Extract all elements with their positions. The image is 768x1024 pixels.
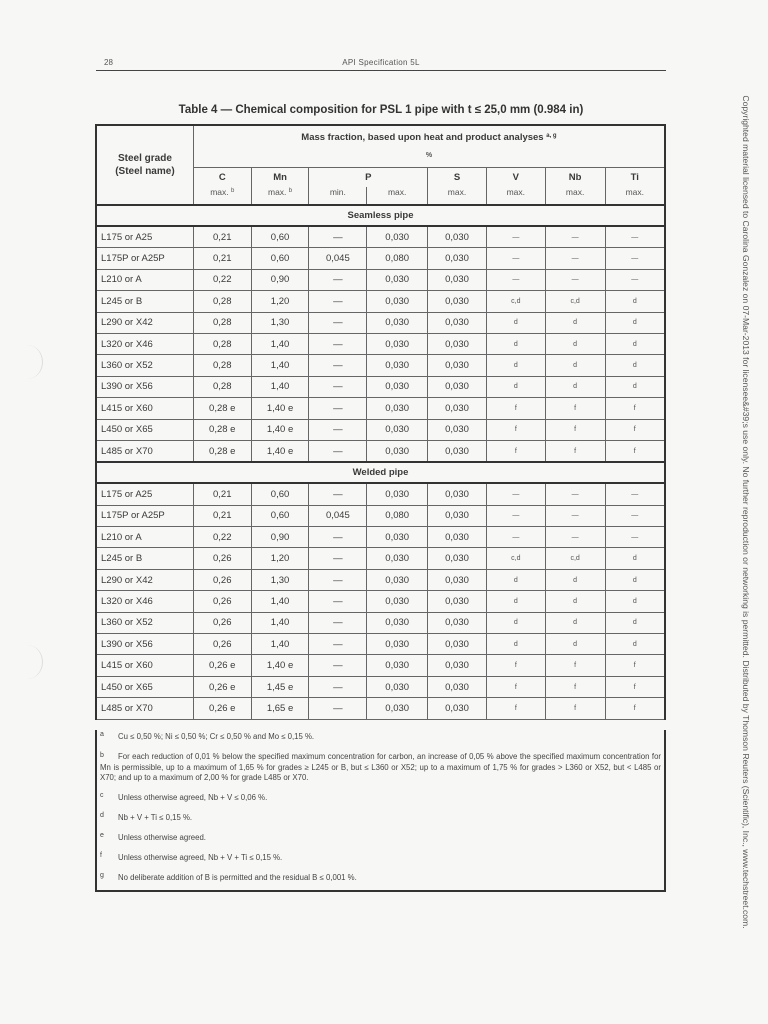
cell-s: 0,030 — [428, 226, 487, 248]
cell-ti: d — [605, 591, 665, 612]
cell-mn: 1,40 e — [251, 398, 309, 419]
cell-v: d — [486, 355, 545, 376]
cell-p-max: 0,030 — [367, 483, 428, 505]
cell-mn: 0,60 — [251, 248, 309, 269]
cell-v: d — [486, 333, 545, 354]
cell-mn: 1,40 — [251, 591, 309, 612]
footnote-d: d Nb + V + Ti ≤ 0,15 %. — [100, 812, 193, 822]
cell-v: d — [486, 634, 545, 655]
cell-grade: L320 or X46 — [96, 333, 193, 354]
table-row — [96, 440, 665, 462]
cell-grade: L450 or X65 — [96, 419, 193, 440]
cell-p-min: — — [309, 483, 367, 505]
table-row — [96, 698, 665, 719]
cell-nb: — — [545, 269, 605, 290]
cell-c: 0,28 e — [193, 398, 251, 419]
cell-p-max: 0,030 — [367, 291, 428, 312]
cell-p-min: — — [309, 398, 367, 419]
cell-ti: d — [605, 612, 665, 633]
cell-grade: L175 or A25 — [96, 483, 193, 505]
table-row — [96, 291, 665, 312]
cell-nb: f — [545, 419, 605, 440]
cell-s: 0,030 — [428, 505, 487, 526]
element-p: P — [309, 168, 428, 188]
cell-mn: 1,40 — [251, 634, 309, 655]
cell-p-min: 0,045 — [309, 248, 367, 269]
cell-c: 0,21 — [193, 226, 251, 248]
section-row — [96, 205, 665, 226]
cell-p-max: 0,030 — [367, 376, 428, 397]
cell-p-max: 0,030 — [367, 333, 428, 354]
cell-nb: f — [545, 398, 605, 419]
cell-p-min: — — [309, 333, 367, 354]
cell-p-min: — — [309, 291, 367, 312]
cell-ti: d — [605, 312, 665, 333]
table-row — [96, 505, 665, 526]
cell-ti: f — [605, 398, 665, 419]
cell-mn: 0,90 — [251, 527, 309, 548]
cell-mn: 0,60 — [251, 483, 309, 505]
cell-ti: d — [605, 548, 665, 569]
cell-p-min: — — [309, 226, 367, 248]
footnote-b: b For each reduction of 0,01 % below the specified maximum concentration for carbon, an increase of 0,05 % above the specified maximum concentration for Mn is permissible, up to a maximum of 1,65 % for grades ≥ L245 or B, but ≤ L360 or X52; up to a maximum of 1,75 % for grades > L360 or X52, but < L485 or X70; and up to a maximum of 2,00 % for grade L485 or X70. — [100, 752, 661, 782]
cell-nb: d — [545, 612, 605, 633]
table-row — [96, 591, 665, 612]
footnote-g: g No deliberate addition of B is permitted and the residual B ≤ 0,001 %. — [100, 872, 357, 882]
cell-p-max: 0,030 — [367, 634, 428, 655]
cell-grade: L290 or X42 — [96, 312, 193, 333]
cell-p-max: 0,030 — [367, 312, 428, 333]
cell-nb: d — [545, 591, 605, 612]
cell-ti: — — [605, 269, 665, 290]
cell-mn: 1,30 — [251, 312, 309, 333]
cell-grade: L415 or X60 — [96, 655, 193, 676]
cell-v: d — [486, 612, 545, 633]
cell-grade: L210 or A — [96, 527, 193, 548]
cell-grade: L390 or X56 — [96, 376, 193, 397]
cell-ti: f — [605, 698, 665, 719]
cell-mn: 1,40 e — [251, 419, 309, 440]
cell-c: 0,26 — [193, 612, 251, 633]
cell-c: 0,28 — [193, 355, 251, 376]
cell-nb: d — [545, 312, 605, 333]
cell-p-max: 0,030 — [367, 591, 428, 612]
cell-ti: — — [605, 248, 665, 269]
cell-v: f — [486, 398, 545, 419]
cell-p-min: — — [309, 527, 367, 548]
cell-p-min: — — [309, 548, 367, 569]
cell-s: 0,030 — [428, 355, 487, 376]
steel-grade-header: Steel grade (Steel name) — [96, 125, 193, 205]
cell-ti: d — [605, 291, 665, 312]
table-row — [96, 569, 665, 590]
cell-nb: d — [545, 634, 605, 655]
limit-c: max. $^b$ — [193, 187, 251, 205]
table-row — [96, 527, 665, 548]
cell-grade: L175 or A25 — [96, 226, 193, 248]
cell-p-max: 0,030 — [367, 698, 428, 719]
cell-nb: d — [545, 569, 605, 590]
element-s: S — [428, 168, 487, 188]
cell-p-max: 0,030 — [367, 569, 428, 590]
cell-p-max: 0,030 — [367, 676, 428, 697]
section-label: Seamless pipe — [96, 205, 665, 226]
limit-p-min: min. — [309, 187, 367, 205]
cell-nb: — — [545, 248, 605, 269]
cell-nb: — — [545, 483, 605, 505]
footnote-c: c Unless otherwise agreed, Nb + V ≤ 0,06 %. — [100, 792, 268, 802]
cell-ti: d — [605, 376, 665, 397]
cell-grade: L415 or X60 — [96, 398, 193, 419]
cell-c: 0,26 — [193, 548, 251, 569]
cell-s: 0,030 — [428, 269, 487, 290]
cell-p-min: — — [309, 355, 367, 376]
cell-nb: d — [545, 355, 605, 376]
cell-v: — — [486, 505, 545, 526]
table-row — [96, 269, 665, 290]
cell-s: 0,030 — [428, 569, 487, 590]
cell-mn: 1,40 — [251, 333, 309, 354]
cell-c: 0,21 — [193, 248, 251, 269]
cell-ti: f — [605, 419, 665, 440]
percent-label: % — [425, 152, 433, 159]
limit-mn: max. $^b$ — [251, 187, 309, 205]
cell-p-max: 0,080 — [367, 248, 428, 269]
cell-mn: 1,40 e — [251, 440, 309, 462]
cell-v: c,d — [486, 291, 545, 312]
table-row — [96, 376, 665, 397]
cell-mn: 0,60 — [251, 226, 309, 248]
table-title: Table 4 — Chemical composition for PSL 1 pipe with t ≤ 25,0 mm (0.984 in) — [178, 104, 584, 116]
element-v: V — [486, 168, 545, 188]
cell-c: 0,22 — [193, 527, 251, 548]
cell-v: — — [486, 483, 545, 505]
cell-grade: L360 or X52 — [96, 612, 193, 633]
punch-hole-top — [12, 345, 43, 379]
cell-ti: — — [605, 527, 665, 548]
cell-s: 0,030 — [428, 612, 487, 633]
cell-s: 0,030 — [428, 312, 487, 333]
cell-s: 0,030 — [428, 440, 487, 462]
cell-mn: 1,20 — [251, 291, 309, 312]
cell-v: d — [486, 569, 545, 590]
element-mn: Mn — [251, 168, 309, 188]
table-row — [96, 548, 665, 569]
cell-ti: f — [605, 676, 665, 697]
cell-c: 0,21 — [193, 505, 251, 526]
cell-c: 0,26 e — [193, 698, 251, 719]
cell-p-min: — — [309, 676, 367, 697]
cell-c: 0,26 e — [193, 676, 251, 697]
cell-s: 0,030 — [428, 527, 487, 548]
cell-s: 0,030 — [428, 483, 487, 505]
footnote-a: a Cu ≤ 0,50 %; Ni ≤ 0,50 %; Cr ≤ 0,50 % and Mo ≤ 0,15 %. — [100, 731, 315, 741]
cell-c: 0,21 — [193, 483, 251, 505]
table-row — [96, 655, 665, 676]
table-row — [96, 355, 665, 376]
cell-v: c,d — [486, 548, 545, 569]
cell-p-min: — — [309, 569, 367, 590]
limit-p-max: max. — [367, 187, 428, 205]
cell-mn: 1,65 e — [251, 698, 309, 719]
cell-nb: — — [545, 505, 605, 526]
cell-s: 0,030 — [428, 291, 487, 312]
cell-ti: — — [605, 505, 665, 526]
cell-nb: — — [545, 226, 605, 248]
cell-p-max: 0,030 — [367, 355, 428, 376]
cell-nb: — — [545, 527, 605, 548]
cell-c: 0,28 e — [193, 440, 251, 462]
cell-nb: c,d — [545, 291, 605, 312]
cell-p-max: 0,030 — [367, 548, 428, 569]
cell-p-min: — — [309, 612, 367, 633]
cell-p-max: 0,030 — [367, 419, 428, 440]
cell-s: 0,030 — [428, 333, 487, 354]
cell-grade: L320 or X46 — [96, 591, 193, 612]
table-body — [96, 205, 665, 719]
cell-c: 0,26 — [193, 591, 251, 612]
element-c: C — [193, 168, 251, 188]
cell-v: d — [486, 376, 545, 397]
cell-grade: L450 or X65 — [96, 676, 193, 697]
cell-v: f — [486, 698, 545, 719]
cell-nb: f — [545, 698, 605, 719]
spec-name: API Specification 5L — [342, 58, 420, 67]
mass-fraction-header: Mass fraction, based upon heat and product analyses $^{a, g}$ % — [193, 125, 665, 168]
cell-c: 0,26 — [193, 634, 251, 655]
cell-mn: 1,40 — [251, 376, 309, 397]
cell-mn: 0,90 — [251, 269, 309, 290]
cell-s: 0,030 — [428, 655, 487, 676]
cell-c: 0,28 e — [193, 419, 251, 440]
cell-mn: 1,40 e — [251, 655, 309, 676]
cell-p-min: — — [309, 698, 367, 719]
cell-p-max: 0,030 — [367, 269, 428, 290]
element-nb: Nb — [545, 168, 605, 188]
cell-p-min: — — [309, 440, 367, 462]
cell-grade: L390 or X56 — [96, 634, 193, 655]
cell-s: 0,030 — [428, 634, 487, 655]
cell-s: 0,030 — [428, 248, 487, 269]
cell-p-max: 0,030 — [367, 527, 428, 548]
cell-ti: — — [605, 483, 665, 505]
cell-v: d — [486, 312, 545, 333]
cell-ti: d — [605, 569, 665, 590]
page-number: 28 — [104, 58, 113, 67]
footnote-e: e Unless otherwise agreed. — [100, 832, 206, 842]
cell-c: 0,26 e — [193, 655, 251, 676]
element-ti: Ti — [605, 168, 665, 188]
cell-ti: d — [605, 333, 665, 354]
cell-s: 0,030 — [428, 398, 487, 419]
table-row — [96, 612, 665, 633]
cell-p-min: — — [309, 655, 367, 676]
cell-c: 0,28 — [193, 312, 251, 333]
table-row — [96, 419, 665, 440]
cell-p-min: 0,045 — [309, 505, 367, 526]
cell-v: f — [486, 419, 545, 440]
cell-nb: c,d — [545, 548, 605, 569]
cell-p-min: — — [309, 634, 367, 655]
cell-nb: f — [545, 655, 605, 676]
cell-v: — — [486, 527, 545, 548]
copyright-notice: Copyrighted material licensed to Carolina Gonzalez on 07-Mar-2013 for licensee&#39;s use only. No further reproduction or networking is permitted. Distributed by Thomson Reuters (Scientific), Inc., www.techstreet.com. — [741, 95, 751, 929]
cell-ti: — — [605, 226, 665, 248]
section-label: Welded pipe — [96, 462, 665, 483]
cell-s: 0,030 — [428, 698, 487, 719]
cell-ti: d — [605, 355, 665, 376]
table-row — [96, 312, 665, 333]
limit-s: max. — [428, 187, 487, 205]
cell-s: 0,030 — [428, 676, 487, 697]
table-row — [96, 676, 665, 697]
cell-p-max: 0,030 — [367, 398, 428, 419]
cell-ti: d — [605, 634, 665, 655]
table-row — [96, 398, 665, 419]
cell-p-min: — — [309, 269, 367, 290]
cell-mn: 1,40 — [251, 355, 309, 376]
cell-mn: 0,60 — [251, 505, 309, 526]
page-header — [96, 58, 666, 71]
cell-p-max: 0,030 — [367, 612, 428, 633]
cell-grade: L290 or X42 — [96, 569, 193, 590]
cell-mn: 1,45 e — [251, 676, 309, 697]
table-row — [96, 248, 665, 269]
cell-p-min: — — [309, 376, 367, 397]
cell-v: f — [486, 440, 545, 462]
cell-ti: f — [605, 655, 665, 676]
cell-p-min: — — [309, 419, 367, 440]
cell-p-min: — — [309, 312, 367, 333]
cell-grade: L485 or X70 — [96, 698, 193, 719]
cell-v: f — [486, 655, 545, 676]
cell-c: 0,28 — [193, 376, 251, 397]
table-row — [96, 634, 665, 655]
cell-grade: L210 or A — [96, 269, 193, 290]
cell-s: 0,030 — [428, 419, 487, 440]
section-row — [96, 462, 665, 483]
cell-v: — — [486, 226, 545, 248]
cell-c: 0,28 — [193, 333, 251, 354]
table-row — [96, 483, 665, 505]
cell-grade: L245 or B — [96, 291, 193, 312]
cell-grade: L175P or A25P — [96, 248, 193, 269]
cell-v: f — [486, 676, 545, 697]
cell-v: — — [486, 269, 545, 290]
limit-ti: max. — [605, 187, 665, 205]
cell-p-max: 0,030 — [367, 226, 428, 248]
cell-grade: L485 or X70 — [96, 440, 193, 462]
cell-grade: L245 or B — [96, 548, 193, 569]
table-row — [96, 226, 665, 248]
cell-mn: 1,30 — [251, 569, 309, 590]
cell-nb: f — [545, 440, 605, 462]
table-footnotes — [95, 730, 666, 892]
cell-nb: d — [545, 333, 605, 354]
cell-v: — — [486, 248, 545, 269]
table-row — [96, 333, 665, 354]
cell-p-max: 0,080 — [367, 505, 428, 526]
punch-hole-bottom — [12, 645, 43, 679]
cell-ti: f — [605, 440, 665, 462]
cell-nb: d — [545, 376, 605, 397]
cell-p-max: 0,030 — [367, 655, 428, 676]
cell-s: 0,030 — [428, 376, 487, 397]
limit-nb: max. — [545, 187, 605, 205]
footnote-f: f Unless otherwise agreed, Nb + V + Ti ≤ 0,15 %. — [100, 852, 283, 862]
cell-mn: 1,40 — [251, 612, 309, 633]
cell-s: 0,030 — [428, 548, 487, 569]
cell-s: 0,030 — [428, 591, 487, 612]
cell-grade: L175P or A25P — [96, 505, 193, 526]
cell-c: 0,26 — [193, 569, 251, 590]
cell-p-max: 0,030 — [367, 440, 428, 462]
limit-v: max. — [486, 187, 545, 205]
cell-c: 0,28 — [193, 291, 251, 312]
cell-grade: L360 or X52 — [96, 355, 193, 376]
cell-p-min: — — [309, 591, 367, 612]
cell-nb: f — [545, 676, 605, 697]
cell-v: d — [486, 591, 545, 612]
cell-mn: 1,20 — [251, 548, 309, 569]
cell-c: 0,22 — [193, 269, 251, 290]
chemical-composition-table — [95, 124, 666, 720]
